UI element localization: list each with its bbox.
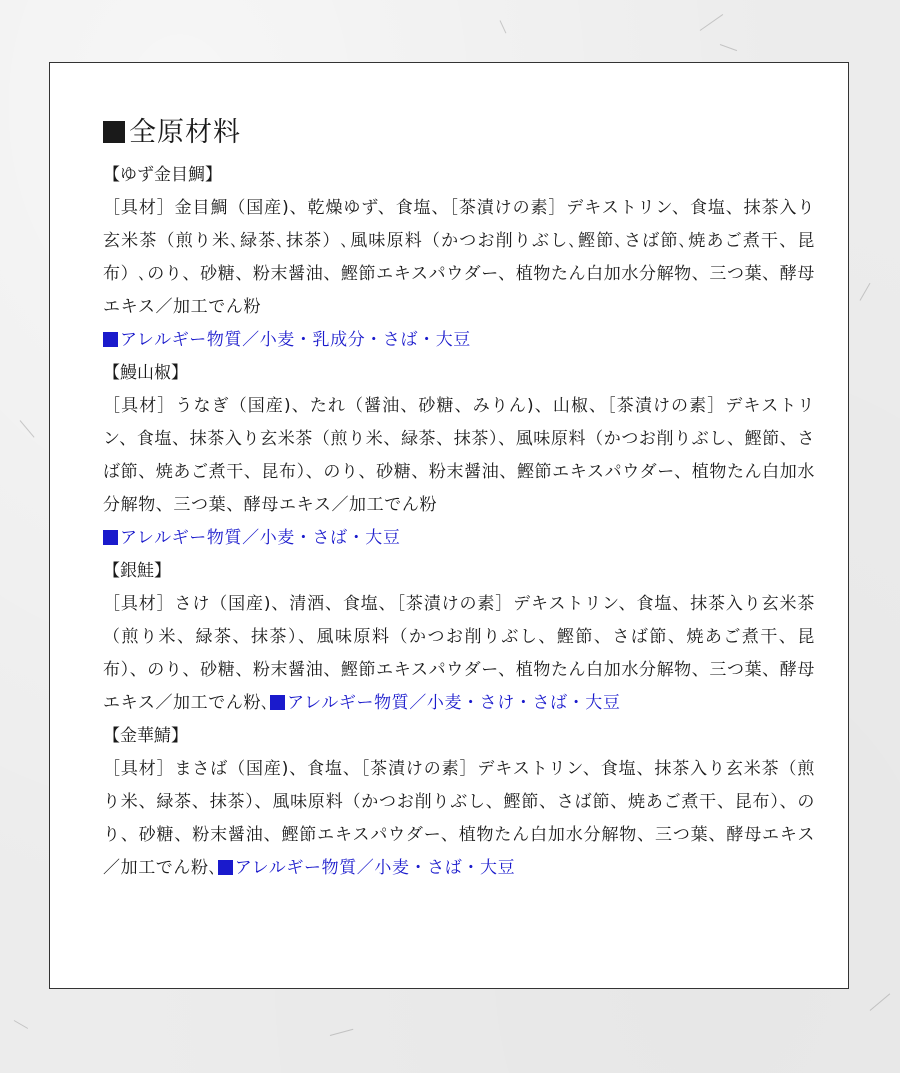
product-section: [103, 159, 815, 357]
product-section: [103, 357, 815, 555]
allergen-text: アレルギー物質／小麦・さば・大豆: [120, 528, 401, 548]
ingredients-text: ［具材］うなぎ（国産)、たれ（醤油、砂糖、みりん)、山椒、［茶漬けの素］デキストリン、食塩、抹茶入り玄米茶（煎り米、緑茶、抹茶）、風味原料（かつお削りぶし、鰹節、さば節、焼あご煮干、昆布）、のり、砂糖、粉末醤油、鰹節エキスパウダー、植物たん白加水分解物、三つ葉、酵母エキス／加工でん粉: [103, 396, 815, 515]
allergen-text: アレルギー物質／小麦・さば・大豆: [234, 858, 516, 878]
blue-square-icon: [103, 530, 118, 545]
paper-fiber: [14, 1020, 28, 1029]
paper-fiber: [20, 420, 35, 437]
product-section: [103, 555, 815, 720]
allergen-inline: [270, 693, 620, 713]
paper-fiber: [860, 283, 871, 301]
paper-fiber: [700, 14, 724, 31]
ingredients-block: [103, 753, 815, 885]
ingredients-text: ［具材］さけ（国産)、清酒、食塩、［茶漬けの素］デキストリン、食塩、抹茶入り玄米茶（煎り米、緑茶、抹茶）、風味原料（かつお削りぶし、鰹節、さば節、焼あご煮干、昆布）、のり、砂糖、粉末醤油、鰹節エキスパウダー、植物たん白加水分解物、三つ葉、酵母エキス／加工でん粉､: [103, 594, 815, 713]
paper-fiber: [720, 44, 737, 51]
allergen-line: [103, 324, 815, 357]
allergen-text: アレルギー物質／小麦・さけ・さば・大豆: [287, 693, 621, 713]
page-title: [103, 115, 815, 151]
product-name: 【金華鯖】: [103, 726, 188, 746]
blue-square-icon: [103, 332, 118, 347]
ingredients-block: [103, 588, 815, 720]
allergen-inline: [218, 858, 516, 878]
paper-fiber: [500, 20, 507, 33]
blue-square-icon: [270, 695, 285, 710]
ingredients-text: ［具材］まさば（国産)、食塩、［茶漬けの素］デキストリン、食塩、抹茶入り玄米茶（煎り米、緑茶、抹茶）、風味原料（かつお削りぶし、鰹節、さば節、焼あご煮干、昆布）、のり、砂糖、粉末醤油、鰹節エキスパウダー、植物たん白加水分解物、三つ葉、酵母エキス／加工でん粉､: [103, 759, 815, 878]
allergen-text: アレルギー物質／小麦・乳成分・さば・大豆: [120, 330, 471, 350]
ingredients-content: [103, 115, 815, 885]
page-title-text: 全原材料: [129, 117, 241, 148]
product-name: 【ゆず金目鯛】: [103, 165, 222, 185]
product-section: [103, 720, 815, 885]
black-square-icon: [103, 121, 125, 143]
ingredients-panel: [49, 62, 849, 989]
ingredients-text: ［具材］金目鯛（国産)、乾燥ゆず、食塩、［茶漬けの素］デキストリン、食塩、抹茶入り玄米茶（煎り米､緑茶､抹茶）､風味原料（かつお削りぶし､鰹節､さば節､焼あご煮干、昆布）､のり、砂糖、粉末醤油、鰹節エキスパウダー、植物たん白加水分解物、三つ葉、酵母エキス／加工でん粉: [103, 198, 815, 317]
paper-fiber: [870, 993, 891, 1010]
product-name: 【鰻山椒】: [103, 363, 188, 383]
paper-fiber: [330, 1029, 353, 1036]
allergen-line: [103, 522, 815, 555]
product-name: 【銀鮭】: [103, 561, 171, 581]
blue-square-icon: [218, 860, 233, 875]
